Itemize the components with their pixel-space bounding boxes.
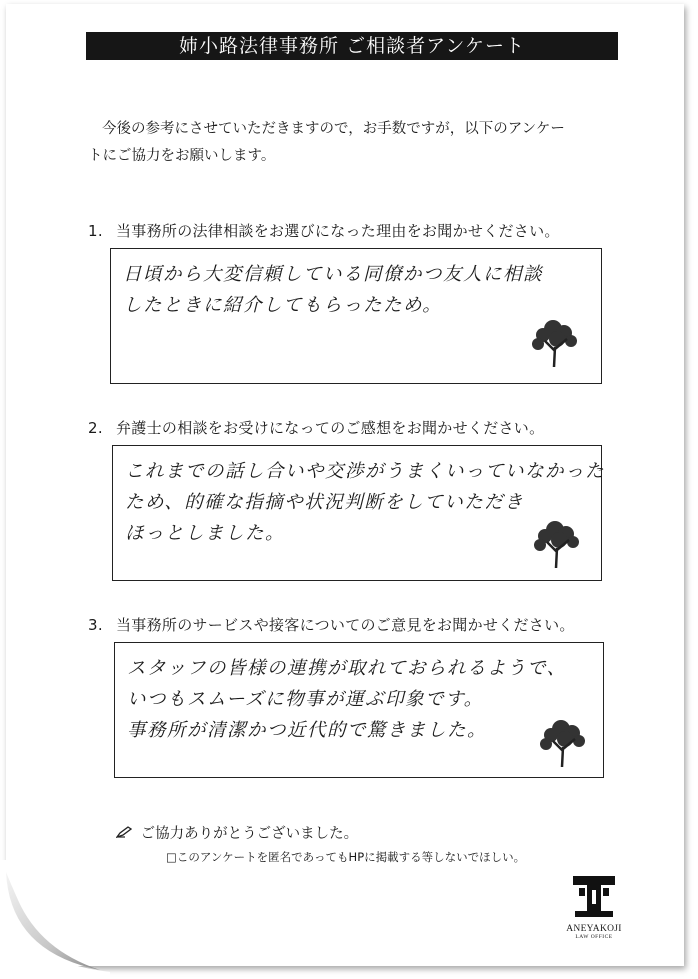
question-1-number: 1.: [88, 222, 103, 240]
pen-icon: [116, 826, 132, 838]
question-2-text: 弁護士の相談をお受けになってのご感想をお聞かせください。: [116, 419, 545, 437]
question-2: [88, 417, 544, 438]
thanks-text: ご協力ありがとうございました。: [140, 826, 359, 842]
intro-line-1: 今後の参考にさせていただきますので，お手数ですが，以下のアンケー: [102, 121, 565, 137]
answer-3-line: いつもスムーズに物事が運ぶ印象です。: [127, 689, 484, 710]
answer-1-text: [123, 259, 543, 321]
question-1-text: 当事務所の法律相談をお選びになった理由をお聞かせください。: [116, 222, 560, 240]
answer-box-1: [110, 248, 602, 384]
anonymous-note: □このアンケートを匿名であってもHPに掲載する等しないでほしい。: [166, 850, 526, 864]
answer-2-line: これまでの話し合いや交渉がうまくいっていなかった: [125, 461, 606, 482]
tree-icon: [531, 518, 581, 570]
question-3: [88, 614, 575, 635]
page-curl: [0, 860, 110, 979]
answer-1-line: したときに紹介してもらったため。: [123, 295, 443, 316]
tree-icon: [529, 317, 579, 369]
intro-line-2: トにご協力をお願いします。: [88, 148, 276, 164]
intro-text: [88, 116, 628, 170]
office-logo: [564, 874, 624, 948]
tree-icon: [537, 717, 587, 769]
question-3-number: 3.: [88, 616, 103, 634]
answer-1-line: 日頃から大変信頼している同僚かつ友人に相談: [123, 264, 544, 285]
answer-3-text: [127, 653, 567, 746]
questionnaire-sheet: [6, 4, 684, 966]
answer-3-line: スタッフの皆様の連携が取れておられるようで、: [127, 658, 567, 679]
thanks-message: [116, 822, 358, 843]
answer-box-3: [114, 642, 604, 778]
answer-3-line: 事務所が清潔かつ近代的で驚きました。: [127, 720, 488, 741]
logo-name: ANEYAKOJI: [566, 924, 622, 934]
logo-subtitle: LAW OFFICE: [575, 934, 613, 940]
answer-box-2: [112, 445, 606, 581]
question-3-text: 当事務所のサービスや接客についてのご意見をお聞かせください。: [116, 616, 575, 634]
question-1: [88, 220, 560, 241]
page-title: 姉小路法律事務所 ご相談者アンケート: [86, 32, 618, 60]
answer-2-line: ほっとしました。: [125, 523, 286, 544]
question-2-number: 2.: [88, 419, 103, 437]
logo-mark-icon: [571, 874, 617, 918]
answer-2-line: ため、的確な指摘や状況判断をしていただき: [125, 492, 525, 513]
